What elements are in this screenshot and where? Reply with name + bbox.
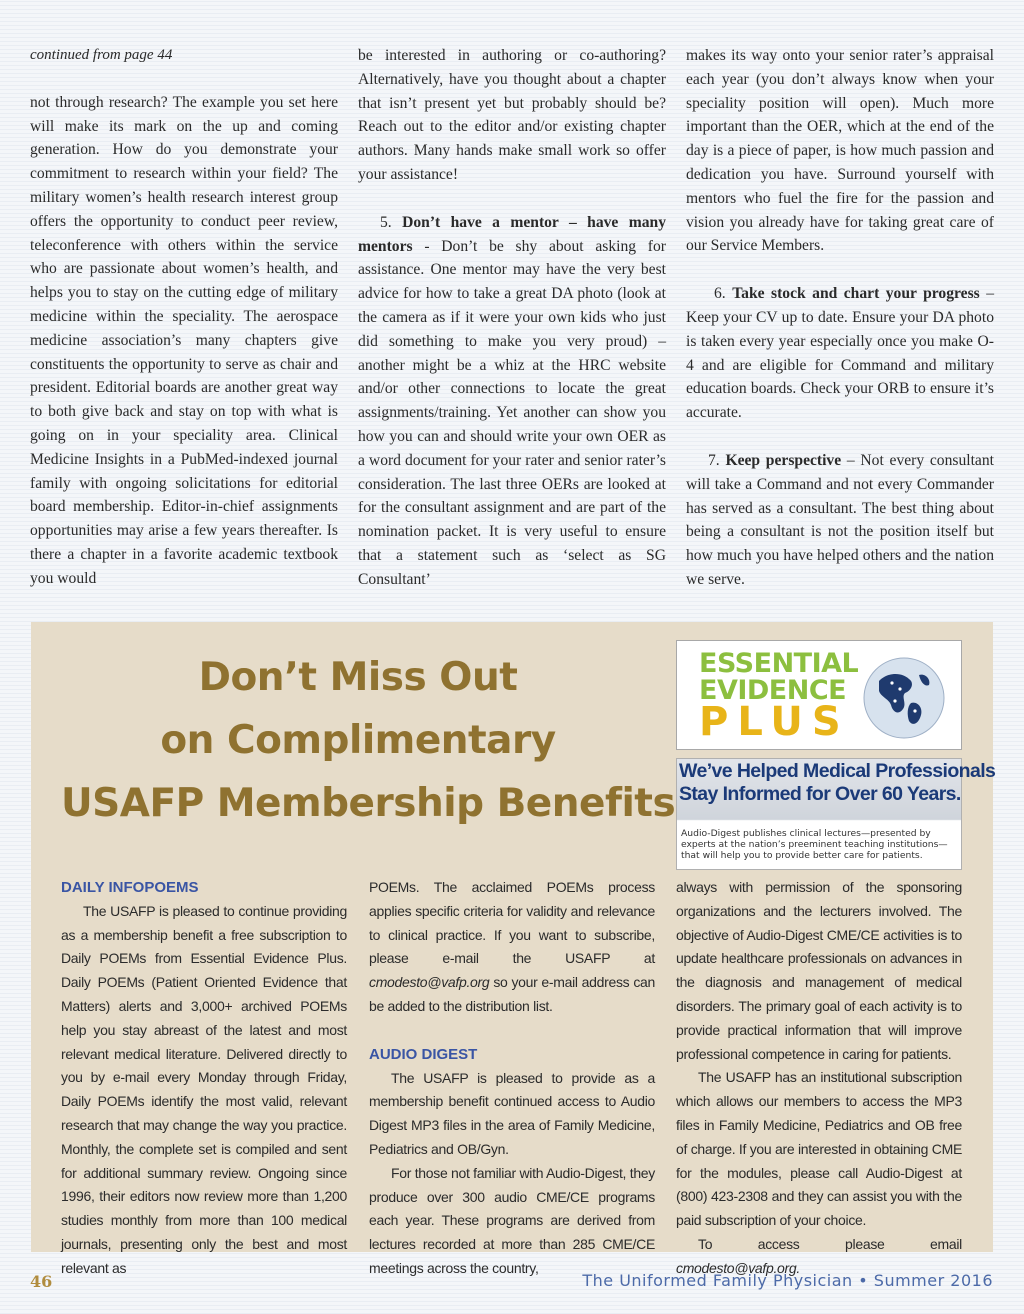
section-paragraph [369,876,655,1019]
item-title: Take stock and chart your progress [732,285,980,303]
paragraph-text: so your e-mail address can be added to the distribution list. [369,974,655,1014]
audio-digest-ad [676,758,996,870]
section-heading-audio-digest: AUDIO DIGEST [369,1045,478,1063]
headline-line: on Complimentary [160,718,556,763]
item-body: - Don’t be shy about asking for assistance. One mentor may have the very best advice for how to take a great DA photo (look at the camera as if it were your own kids who just did something to make you very proud) – another might be a whiz at the HRC website and/or other connections to locate the great assignments/training. Yet another can show you how you can and should write your own OER as a word document for your rater and senior rater’s consideration. The last three OERs are looked at for the consultant assignment and are part of the nomination packet. It is very useful to ensure that a statement such as ‘select as SG Consultant’ [358,237,666,588]
article-paragraph: not through research? The example you set here will make its mark on the up and coming generation. How do you demonstrate your commitment to research within your field? The military women’s health research interest group offers the opportunity to conduct peer review, teleconference with others within the service who are passionate about women’s health, and helps you to stay on the cutting edge of military medicine within the speciality. The aerospace medicine association’s many chapters give constituents the opportunity to serve as chair and president. Editorial boards are another great way to both give back and stay on top with what is going on in your speciality area. Clinical Medicine Insights in a PubMed-indexed journal family with ongoing solicitations for editorial board membership. Editor-in-chief assignments opportunities may arise a few years thereafter. Is there a chapter in a favorite academic textbook you would [30,93,338,587]
ad-title: We’ve Helped Medical Professionals [679,760,996,782]
article-paragraph: be interested in authoring or co-authoring? Alternatively, have you thought about a chapter that isn’t present yet but probably should be? Reach out to the editor and/or existing chapter authors. Many hands make small work so offer your assistance! [358,47,666,183]
ad-title: Stay Informed for Over 60 Years. [679,783,961,805]
publication-title: The Uniformed Family Physician • Summer 2016 [582,1271,993,1290]
article-paragraph: makes its way onto your senior rater’s appraisal each year (you don’t always know when your speciality position will open). Much more important than the OER, which at the end of the day is a piece of paper, is how much passion and dedication you have. Surround yourself with mentors who fuel the fire for the passion and vision you already have for taking great care of our Service Members. [686,47,994,255]
section-paragraph: always with permission of the sponsoring organizations and the lecturers involved. The objective of Audio-Digest CME/CE activities is to update healthcare professionals on advances in the diagnosis and management of medical disorders. The primary goal of each activity is to provide practical information that will improve professional competence in caring for patients. [676,879,962,1062]
email-link[interactable]: cmodesto@vafp.org [369,974,490,991]
item-number: 5. [380,213,392,231]
item-title: Keep perspective [725,451,842,469]
globe-icon [859,653,949,743]
article-column-2 [358,44,666,592]
benefits-column-2 [369,876,655,1281]
section-paragraph: The USAFP is pleased to provide as a membership benefit continued access to Audio Digest MP3 files in the area of Family Medicine, Pediatrics and OB/Gyn. [369,1069,655,1157]
item-number: 7. [708,451,720,469]
article-column-3 [686,44,994,592]
item-title: Don’t have a mentor – have many mentors [358,213,666,255]
section-paragraph: The USAFP is pleased to continue providing as a membership benefit a free subscription to Daily POEMs from Essential Evidence Plus. Daily POEMs (Patient Oriented Evidence that Matters) alerts and 3,000+ archived POEMs help you stay abreast of the latest and most relevant medical literature. Delivered directly to you by e-mail every Monday through Friday, Daily POEMs identify the most valid, relevant research that may change the way you practice. Monthly, the complete set is compiled and sent for additional summary review. Ongoing since 1996, their editors now review more than 1,200 studies monthly from more than 100 medical journals, presenting only the best and most relevant as [61,902,347,1276]
essential-evidence-plus-logo [676,640,962,750]
logo-text: PLUS [699,699,850,745]
logo-text: ESSENTIAL [699,648,859,679]
item-number: 6. [714,285,726,303]
benefits-headline [61,646,676,835]
section-paragraph: The USAFP has an institutional subscription which allows our members to access the MP3 files in Family Medicine, Pediatrics and OB free of charge. If you are interested in obtaining CME for the modules, please call Audio-Digest at (800) 423-2308 and they can assist you with the paid subscription of your choice. [676,1069,962,1229]
continued-note: continued from page 44 [30,47,173,63]
section-heading-daily-infopoems: DAILY INFOPOEMS [61,879,199,896]
membership-benefits-box [31,622,996,1276]
list-item-6 [686,282,994,425]
logo-text: EVIDENCE [699,675,847,706]
item-body: – Not every consultant will take a Command and not every Commander has served as a consultant. The best thing about being a consultant is not the position itself but how much you have helped others and the nation we serve. [686,451,994,588]
list-item-7 [686,449,994,592]
headline-line: Don’t Miss Out [198,655,518,700]
section-paragraph: For those not familiar with Audio-Digest, they produce over 300 audio CME/CE programs each year. These programs are derived from lectures recorded at more than 285 CME/CE meetings across the country, [369,1164,655,1276]
list-item-5 [358,211,666,592]
ad-subtitle: Audio-Digest publishes clinical lectures—presented by experts at the nation’s preeminent teaching institutions—that will help you to provide better care for patients. [681,828,948,861]
headline-line: USAFP Membership Benefits [61,781,676,826]
page-number: 46 [30,1272,53,1291]
article-column-1 [30,44,338,591]
article-continuation [30,44,994,594]
paragraph-text: To access please email [698,1235,962,1252]
paragraph-text: POEMs. The acclaimed POEMs process applies specific criteria for validity and relevance to clinical practice. If you want to subscribe, please e-mail the USAFP at [369,879,655,967]
benefits-column-1 [61,876,347,1281]
benefits-column-3 [676,876,962,1281]
email-link[interactable]: cmodesto@vafp.org. [676,1259,800,1276]
item-body: – Keep your CV up to date. Ensure your DA photo is taken every year especially once you make O-4 and are eligible for Command and military education boards. Check your ORB to ensure it’s accurate. [686,285,994,422]
